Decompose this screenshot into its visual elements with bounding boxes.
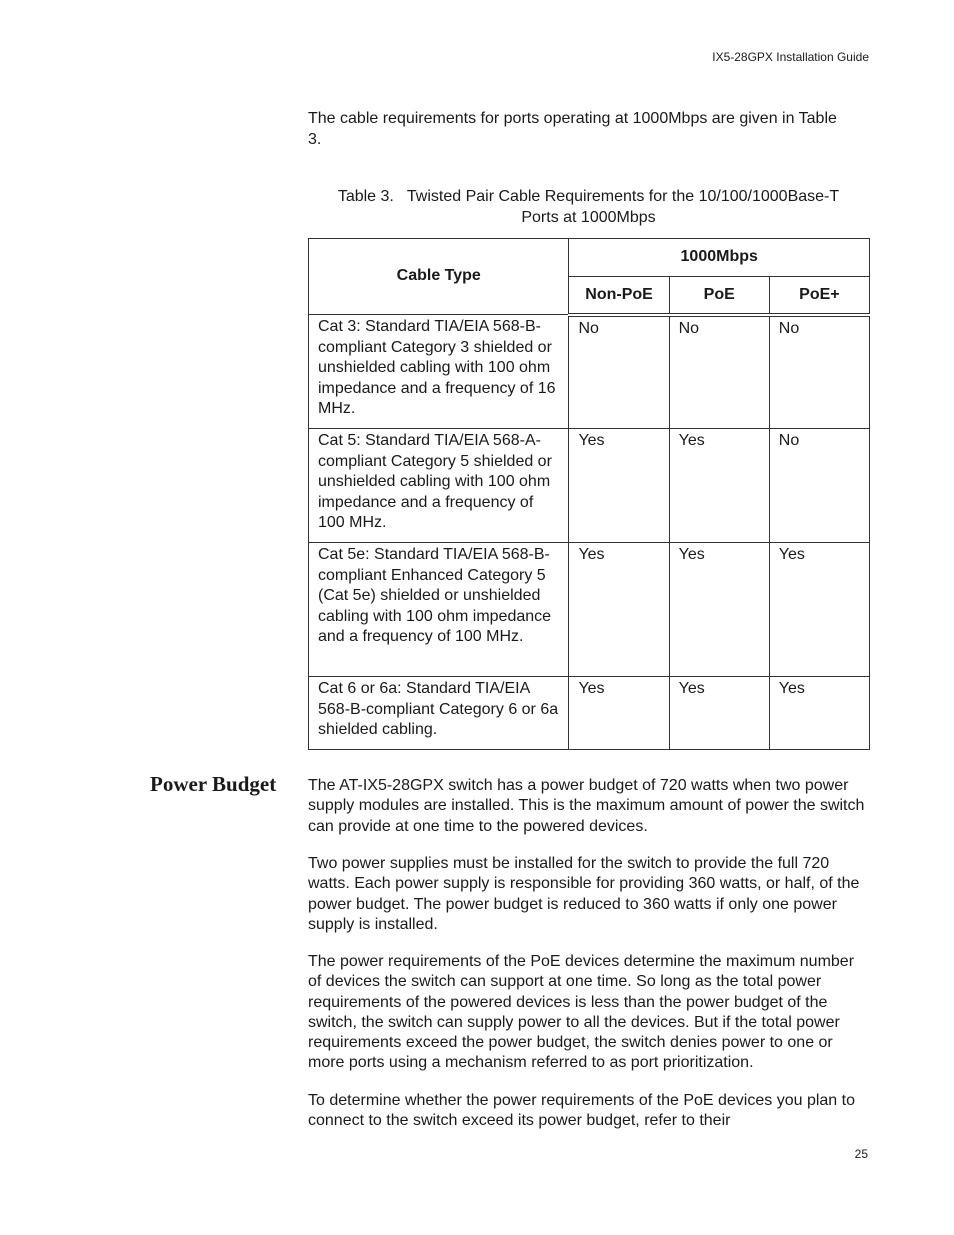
page-number: 25 — [854, 1147, 868, 1161]
intro-paragraph: The cable requirements for ports operating at 1000Mbps are given in Table 3. — [308, 110, 837, 148]
header-non-poe: Non-PoE — [569, 277, 669, 315]
cell-cable-type: Cat 5e: Standard TIA/EIA 568-B-compliant Enhanced Category 5 (Cat 5e) shielded or unshielded cabling with 100 ohm impedance and a frequency of 100 MHz. — [309, 543, 569, 677]
cell-cable-type: Cat 5: Standard TIA/EIA 568-A-compliant Category 5 shielded or unshielded cabling with 100 ohm impedance and a frequency of 100 MHz. — [309, 429, 569, 543]
cell-poe: Yes — [669, 543, 769, 677]
cell-poe-plus: No — [769, 429, 869, 543]
body-paragraph: The AT-IX5-28GPX switch has a power budget of 720 watts when two power supply modules are installed. This is the maximum amount of power the switch can provide at one time to the powered devices. — [308, 777, 865, 835]
cell-poe: No — [669, 315, 769, 429]
cell-poe-plus: Yes — [769, 543, 869, 677]
cell-poe: Yes — [669, 677, 769, 750]
header-1000mbps: 1000Mbps — [569, 239, 870, 277]
table-row — [309, 677, 870, 750]
table-row — [309, 429, 870, 543]
table-caption — [308, 187, 869, 228]
header-poe: PoE — [669, 277, 769, 315]
section-heading-power-budget: Power Budget — [150, 772, 277, 796]
cell-non-poe: Yes — [569, 543, 669, 677]
header-poe-plus: PoE+ — [769, 277, 869, 315]
table-caption-line-2: Ports at 1000Mbps — [521, 208, 656, 226]
header-cable-type: Cable Type — [309, 239, 569, 315]
cell-cable-type: Cat 3: Standard TIA/EIA 568-B-compliant Category 3 shielded or unshielded cabling with 100 ohm impedance and a frequency of 16 MHz. — [309, 315, 569, 429]
cell-non-poe: Yes — [569, 429, 669, 543]
body-paragraph: The power requirements of the PoE devices determine the maximum number of devices the switch can support at one time. So long as the total power requirements of the powered devices is less than the power budget of the switch, the switch can supply power to all the devices. But if the total power requirements exceed the power budget, the switch denies power to one or more ports using a mechanism referred to as port prioritization. — [308, 953, 855, 1072]
running-header: IX5-28GPX Installation Guide — [712, 50, 869, 64]
table-row — [309, 315, 870, 429]
cable-requirements-table — [308, 238, 870, 750]
cell-non-poe: No — [569, 315, 669, 429]
body-paragraph: To determine whether the power requirements of the PoE devices you plan to connect to the switch exceed its power budget, refer to their — [308, 1092, 855, 1130]
cell-non-poe: Yes — [569, 677, 669, 750]
cell-poe: Yes — [669, 429, 769, 543]
body-paragraph: Two power supplies must be installed for the switch to provide the full 720 watts. Each power supply is responsible for providing 360 watts, or half, of the power budget. The power budget is reduced to 360 watts if only one power supply is installed. — [308, 855, 860, 933]
table-caption-line-1: Table 3. Twisted Pair Cable Requirements for the 10/100/1000Base-T — [337, 188, 840, 205]
cell-poe-plus: No — [769, 315, 869, 429]
cell-poe-plus: Yes — [769, 677, 869, 750]
cell-cable-type: Cat 6 or 6a: Standard TIA/EIA 568-B-compliant Category 6 or 6a shielded cabling. — [309, 677, 569, 750]
table-row — [309, 543, 870, 677]
